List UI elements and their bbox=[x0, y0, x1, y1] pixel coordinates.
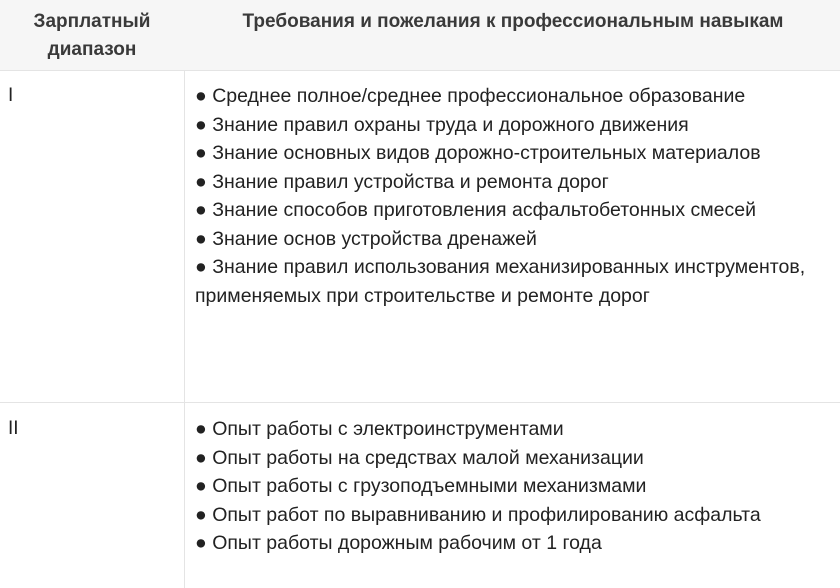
requirements-list bbox=[195, 415, 827, 558]
list-item: ● Знание основ устройства дренажей bbox=[195, 225, 827, 254]
salary-grade: II bbox=[8, 418, 19, 439]
header-salary-range: Зарплатный диапазон bbox=[33, 11, 151, 60]
list-item: ● Знание способов приготовления асфальтобетонных смесей bbox=[195, 196, 827, 225]
table-row bbox=[0, 403, 840, 588]
list-item: ● Опыт работы дорожным рабочим от 1 года bbox=[195, 529, 827, 558]
table-row bbox=[0, 70, 840, 403]
requirements-list bbox=[195, 82, 827, 310]
list-item: ● Знание правил охраны труда и дорожного движения bbox=[195, 111, 827, 140]
salary-grade: I bbox=[8, 85, 14, 106]
list-item: ● Опыт работ по выравниванию и профилированию асфальта bbox=[195, 501, 827, 530]
header-requirements: Требования и пожелания к профессиональным навыкам bbox=[242, 11, 784, 32]
list-item: ● Знание основных видов дорожно-строительных материалов bbox=[195, 139, 827, 168]
list-item: ● Среднее полное/среднее профессиональное образование bbox=[195, 82, 827, 111]
list-item: ● Опыт работы с грузоподъемными механизмами bbox=[195, 472, 827, 501]
list-item: ● Знание правил использования механизированных инструментов, применяемых при строительстве и ремонте дорог bbox=[195, 253, 827, 310]
list-item: ● Опыт работы на средствах малой механизации bbox=[195, 444, 827, 473]
list-item: ● Опыт работы с электроинструментами bbox=[195, 415, 827, 444]
table-header bbox=[0, 0, 840, 71]
list-item: ● Знание правил устройства и ремонта дорог bbox=[195, 168, 827, 197]
